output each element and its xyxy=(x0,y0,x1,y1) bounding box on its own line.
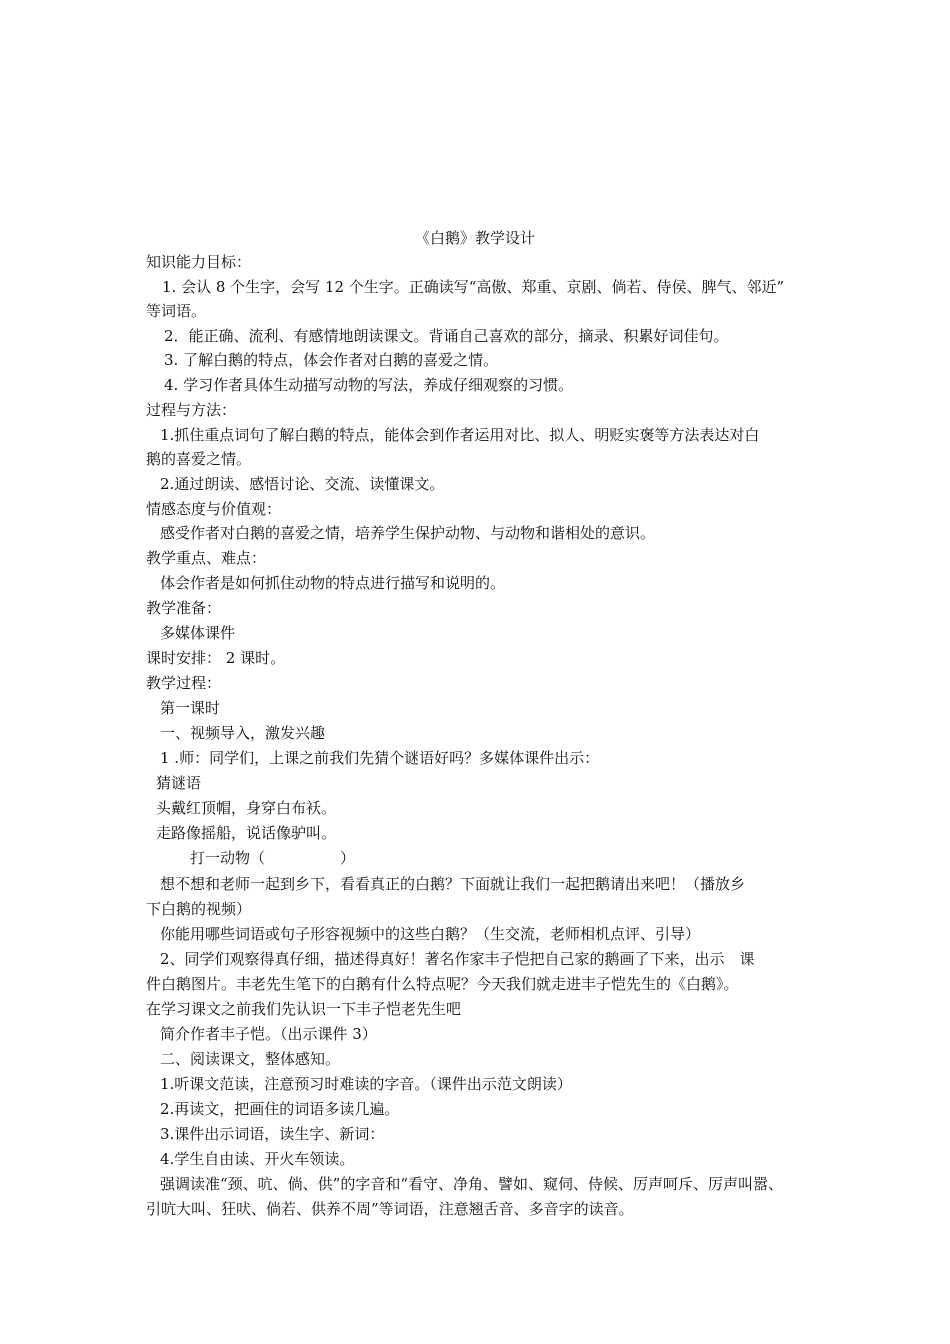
heading-teaching-process: 教学过程： xyxy=(146,674,222,692)
text-line: 2、同学们观察得真仔细，描述得真好！著名作家丰子恺把自己家的鹅画了下来，出示 课 xyxy=(160,950,755,968)
text-line: 打一动物（ ） xyxy=(190,849,356,867)
text-line: 你能用哪些词语或句子形容视频中的这些白鹅？（生交流，老师相机点评、引导） xyxy=(160,925,701,943)
text-line: 件白鹅图片。丰老先生笔下的白鹅有什么特点呢？今天我们就走进丰子恺先生的《白鹅》。 xyxy=(146,975,739,993)
text-line: 4. 学习作者具体生动描写动物的写法，养成仔细观察的习惯。 xyxy=(164,376,574,394)
text-line: 想不想和老师一起到乡下，看看真正的白鹅？下面就让我们一起把鹅请出来吧！（播放乡 xyxy=(160,875,746,893)
heading-emotion-values: 情感态度与价值观： xyxy=(146,500,282,518)
text-line: 猜谜语 xyxy=(156,774,202,792)
text-line: 2．能正确、流利、有感情地朗读课文。背诵自己喜欢的部分，摘录、积累好词佳句。 xyxy=(164,327,729,345)
text-line: 3.课件出示词语，读生字、新词： xyxy=(160,1125,385,1143)
text-line: 4.学生自由读、开火车领读。 xyxy=(160,1150,355,1168)
text-line: 体会作者是如何抓住动物的特点进行描写和说明的。 xyxy=(160,574,506,592)
text-line: 1. 会认 8 个生字，会写 12 个生字。正确读写“高傲、郑重、京剧、倘若、侍侯、脾气、邻近” xyxy=(162,278,785,296)
text-line: 走路像摇船，说话像驴叫。 xyxy=(156,824,337,842)
heading-process-methods: 过程与方法： xyxy=(146,401,237,419)
text-line: 一、视频导入，激发兴趣 xyxy=(160,724,326,742)
text-line: 强调读准“颈、吭、倘、供”的字音和“看守、净角、譬如、窥伺、侍候、厉声呵斥、厉声叫嚣、 xyxy=(160,1175,784,1193)
document-title: 《白鹅》教学设计 xyxy=(414,229,535,247)
heading-key-points: 教学重点、难点： xyxy=(146,549,267,567)
text-line: 感受作者对白鹅的喜爱之情，培养学生保护动物、与动物和谐相处的意识。 xyxy=(160,524,656,542)
text-line: 引吭大叫、狂吠、倘若、供养不周”等词语，注意翘舌音、多音字的读音。 xyxy=(146,1200,634,1218)
text-line: 鹅的喜爱之情。 xyxy=(146,450,252,468)
text-line: 二、阅读课文，整体感知。 xyxy=(160,1050,341,1068)
text-line: 2.通过朗读、感悟讨论、交流、读懂课文。 xyxy=(160,475,445,493)
text-line: 3. 了解白鹅的特点，体会作者对白鹅的喜爱之情。 xyxy=(164,351,499,369)
text-line: 1.抓住重点词句了解白鹅的特点，能体会到作者运用对比、拟人、明贬实褒等方法表达对白 xyxy=(160,426,760,444)
text-line: 第一课时 xyxy=(160,699,221,717)
text-line: 在学习课文之前我们先认识一下丰子恺老先生吧 xyxy=(146,1000,462,1018)
heading-knowledge-goals: 知识能力目标： xyxy=(146,253,252,271)
heading-schedule: 课时安排： 2 课时。 xyxy=(146,649,286,667)
text-line: 简介作者丰子恺。（出示课件 3） xyxy=(160,1025,377,1043)
text-line: 2.再读文，把画住的词语多读几遍。 xyxy=(160,1100,400,1118)
text-line: 头戴红顶帽，身穿白布袄。 xyxy=(156,799,337,817)
text-line: 下白鹅的视频） xyxy=(146,900,252,918)
text-line: 1 .师：同学们，上课之前我们先猜个谜语好吗？多媒体课件出示： xyxy=(160,749,600,767)
text-line: 1.听课文范读，注意预习时难读的字音。（课件出示范文朗读） xyxy=(160,1075,572,1093)
heading-preparation: 教学准备： xyxy=(146,599,222,617)
text-line: 等词语。 xyxy=(146,302,207,320)
text-line: 多媒体课件 xyxy=(160,624,236,642)
